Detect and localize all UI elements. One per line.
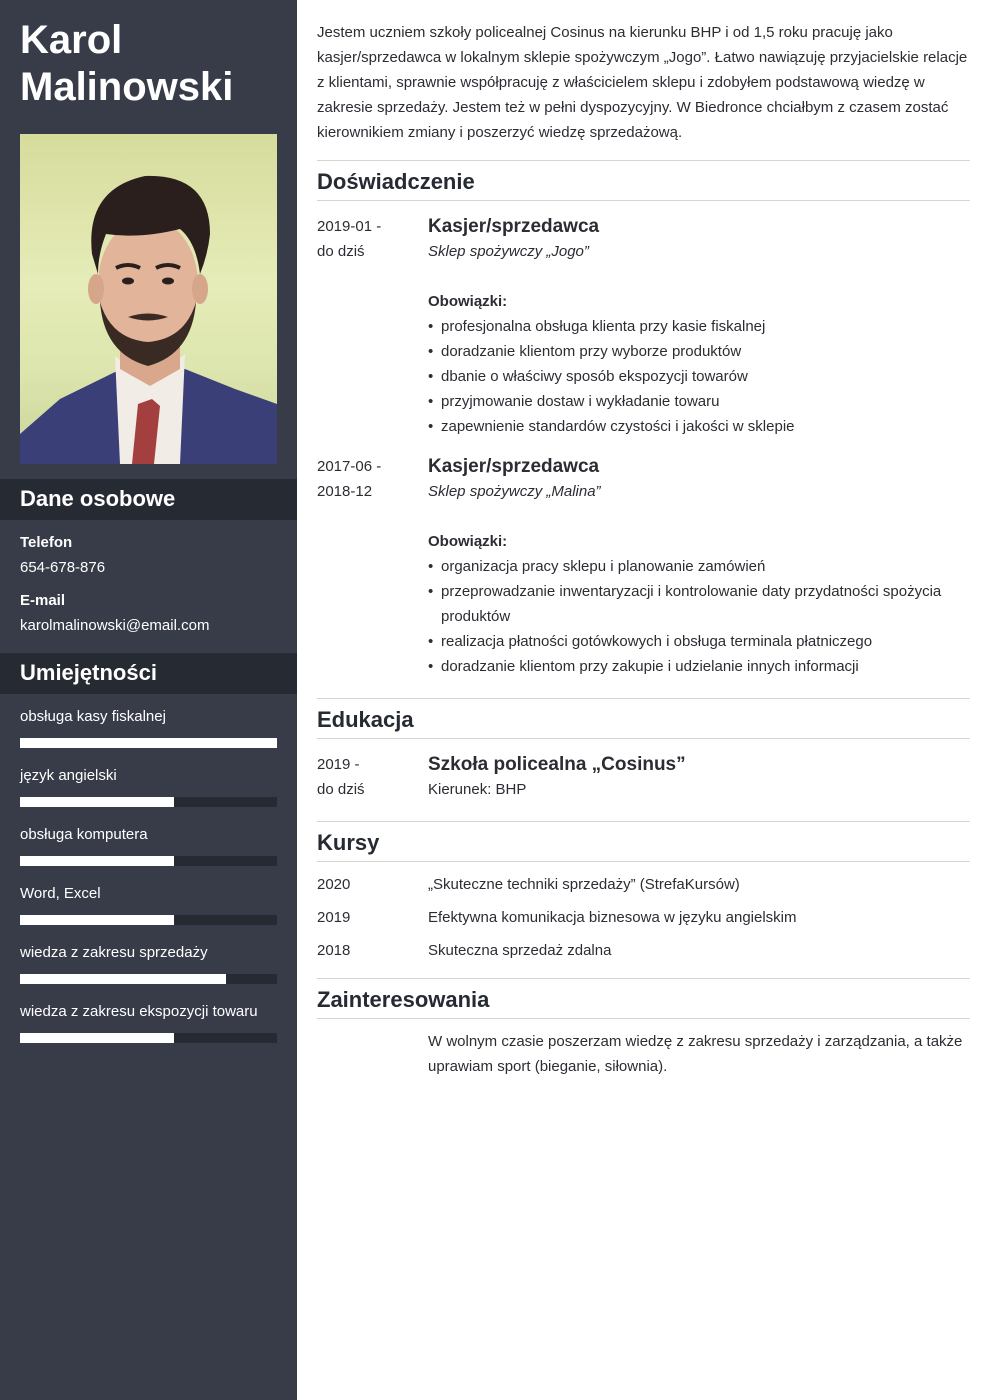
last-name: Malinowski bbox=[20, 65, 234, 109]
education-body bbox=[428, 752, 970, 802]
courses-title: Kursy bbox=[317, 830, 380, 855]
skill-bar bbox=[20, 856, 277, 866]
date-to: do dziś bbox=[317, 781, 365, 798]
skill-bar bbox=[20, 1033, 277, 1043]
job-title: Kasjer/sprzedawca bbox=[428, 456, 600, 477]
duties-label: Obowiązki: bbox=[428, 533, 508, 550]
course-name: „Skuteczne techniki sprzedaży” (StrefaKursów) bbox=[428, 876, 740, 893]
skills-title: Umiejętności bbox=[20, 660, 157, 685]
duty-item: • zapewnienie standardów czystości i jakości w sklepie bbox=[428, 414, 970, 439]
skill-label: wiedza z zakresu sprzedaży bbox=[20, 944, 208, 961]
skill-fill bbox=[20, 1033, 174, 1043]
date-from: 2019-01 - bbox=[317, 218, 382, 235]
candidate-name bbox=[20, 17, 280, 111]
duty-item: • realizacja płatności gotówkowych i obsługa terminala płatniczego bbox=[428, 629, 970, 654]
date-to: do dziś bbox=[317, 243, 365, 260]
course-year: 2018 bbox=[317, 942, 351, 959]
duty-item: • organizacja pracy sklepu i planowanie zamówień bbox=[428, 554, 970, 579]
job-body bbox=[428, 214, 970, 439]
skill-bar bbox=[20, 797, 277, 807]
profile-photo bbox=[20, 134, 277, 464]
job-body bbox=[428, 454, 970, 679]
skill-label: język angielski bbox=[20, 767, 117, 784]
email-label: E-mail bbox=[20, 592, 66, 609]
course-item bbox=[317, 905, 970, 930]
course-item bbox=[317, 938, 970, 963]
experience-header bbox=[317, 160, 970, 201]
skill-fill bbox=[20, 915, 174, 925]
phone-label: Telefon bbox=[20, 534, 73, 551]
skill-item bbox=[20, 885, 277, 925]
course-name: Efektywna komunikacja biznesowa w języku angielskim bbox=[428, 909, 797, 926]
interests-text: W wolnym czasie poszerzam wiedzę z zakresu sprzedaży i zarządzania, a także uprawiam sport (bieganie, siłownia). bbox=[428, 1033, 963, 1075]
skill-label: obsługa komputera bbox=[20, 826, 148, 843]
course-year: 2020 bbox=[317, 876, 351, 893]
education-dates bbox=[317, 752, 417, 802]
skill-fill bbox=[20, 738, 277, 748]
course-name: Skuteczna sprzedaż zdalna bbox=[428, 942, 612, 959]
date-from: 2019 - bbox=[317, 756, 360, 773]
skill-fill bbox=[20, 797, 174, 807]
interests-header bbox=[317, 978, 970, 1019]
duty-item: • doradzanie klientom przy wyborze produktów bbox=[428, 339, 970, 364]
job-company: Sklep spożywczy „Malina” bbox=[428, 483, 601, 500]
duty-item: • profesjonalna obsługa klienta przy kasie fiskalnej bbox=[428, 314, 970, 339]
phone-value: 654-678-876 bbox=[20, 559, 106, 576]
skill-bar bbox=[20, 915, 277, 925]
sidebar bbox=[0, 0, 297, 1400]
skill-bar bbox=[20, 738, 277, 748]
duty-item: • doradzanie klientom przy zakupie i udzielanie innych informacji bbox=[428, 654, 970, 679]
profile-summary: Jestem uczniem szkoły policealnej Cosinus na kierunku BHP i od 1,5 roku pracuję jako kasjer/sprzedawca w lokalnym sklepie spożywczym „Jogo”. Łatwo nawiązuję przyjacielskie relacje z klientami, sprawnie współpracuję z właścicielem sklepu i zdobyłem podstawową wiedzę w zakresie sprzedaży. Jestem też w pełni dyspozycyjny. W Biedronce chciałbym z czasem zostać kierownikiem zmiany i poszerzyć wiedzę sprzedażową. bbox=[317, 24, 968, 141]
education-header bbox=[317, 698, 970, 739]
skill-label: wiedza z zakresu ekspozycji towaru bbox=[20, 1003, 258, 1020]
date-from: 2017-06 - bbox=[317, 458, 382, 475]
interests-title: Zainteresowania bbox=[317, 987, 490, 1012]
education-title: Edukacja bbox=[317, 707, 414, 732]
skill-fill bbox=[20, 974, 226, 984]
job-title: Kasjer/sprzedawca bbox=[428, 216, 600, 237]
duty-item: • przyjmowanie dostaw i wykładanie towaru bbox=[428, 389, 970, 414]
interests-body bbox=[428, 1029, 970, 1079]
skill-item bbox=[20, 944, 277, 984]
date-to: 2018-12 bbox=[317, 483, 373, 500]
courses-header bbox=[317, 821, 970, 862]
skill-item bbox=[20, 767, 277, 807]
skill-label: Word, Excel bbox=[20, 885, 101, 902]
skill-bar bbox=[20, 974, 277, 984]
job-dates bbox=[317, 214, 417, 264]
experience-title: Doświadczenie bbox=[317, 169, 475, 194]
skill-fill bbox=[20, 856, 174, 866]
school-name: Szkoła policealna „Cosinus” bbox=[428, 754, 686, 775]
personal-data-title: Dane osobowe bbox=[20, 486, 176, 511]
duties-label: Obowiązki: bbox=[428, 293, 508, 310]
duties-list bbox=[428, 314, 970, 439]
duties-list bbox=[428, 554, 970, 679]
personal-data-header bbox=[0, 479, 297, 520]
skill-label: obsługa kasy fiskalnej bbox=[20, 708, 166, 725]
job-company: Sklep spożywczy „Jogo” bbox=[428, 243, 589, 260]
skill-item bbox=[20, 708, 277, 748]
course-item bbox=[317, 872, 970, 897]
skill-item bbox=[20, 826, 277, 866]
duty-item: • przeprowadzanie inwentaryzacji i kontrolowanie daty przydatności spożycia produktów bbox=[428, 579, 970, 629]
skills-header bbox=[0, 653, 297, 694]
first-name: Karol bbox=[20, 18, 123, 62]
skill-item bbox=[20, 1003, 277, 1043]
field-of-study: Kierunek: BHP bbox=[428, 781, 527, 798]
job-dates bbox=[317, 454, 417, 504]
email-value: karolmalinowski@email.com bbox=[20, 617, 210, 634]
duty-item: • dbanie o właściwy sposób ekspozycji towarów bbox=[428, 364, 970, 389]
course-year: 2019 bbox=[317, 909, 351, 926]
